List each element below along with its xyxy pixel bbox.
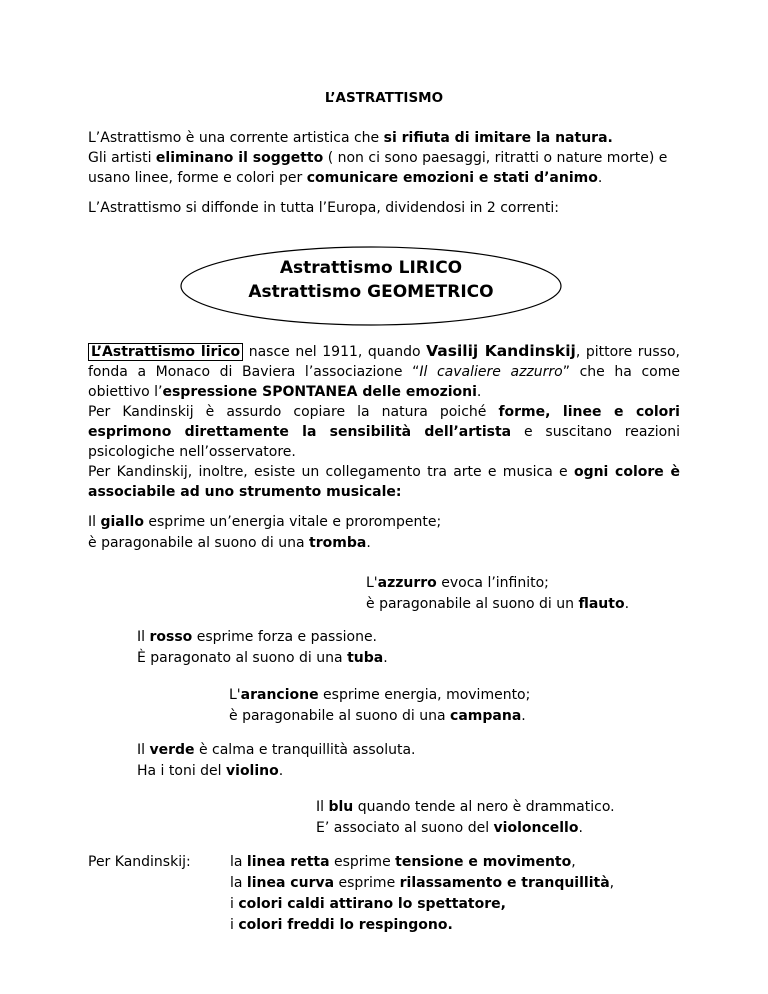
intro-line-1: [88, 128, 680, 148]
color-giallo: [88, 512, 441, 554]
color-rosso: [137, 627, 388, 669]
intro-emphasis: comunicare emozioni e stati d’animo: [306, 170, 598, 186]
list-text: ,: [571, 854, 576, 870]
list-item: [230, 915, 614, 936]
list-text: la: [230, 875, 247, 891]
color-name: giallo: [100, 514, 144, 530]
lirico-text: , pittore russo, fonda a Monaco di Baviera l’associazione “: [88, 344, 681, 380]
color-text: .: [624, 596, 630, 612]
color-azzurro: [366, 573, 629, 615]
color-text: Il: [137, 629, 150, 645]
color-text: Ha i toni del: [137, 763, 227, 779]
color-text: È paragonato al suono di una: [137, 650, 348, 666]
color-text: .: [278, 763, 284, 779]
intro-line-2: [88, 148, 680, 168]
association-name: Il cavaliere azzurro: [419, 364, 563, 380]
color-name: blu: [328, 799, 354, 815]
lirico-text: e suscitano reazioni psicologiche nell’osservatore.: [88, 424, 681, 460]
color-text: .: [521, 708, 526, 724]
list-text: i: [230, 896, 239, 912]
intro-text: Gli artisti: [88, 150, 156, 166]
currents-ellipse: [178, 244, 564, 328]
lirico-emphasis: forme, linee e colori esprimono direttamente la sensibilità dell’artista: [88, 404, 680, 440]
list-emphasis: colori freddi lo respingono.: [238, 917, 453, 933]
color-text: L': [366, 575, 378, 591]
color-text: .: [383, 650, 388, 666]
list-emphasis: linea retta: [246, 854, 330, 870]
page-title: L’ASTRATTISMO: [324, 90, 444, 106]
lirico-text: .: [476, 384, 482, 400]
color-text: Il: [88, 514, 101, 530]
instrument-name: tromba: [309, 535, 367, 551]
lirico-paragraph: [88, 341, 680, 502]
color-name: azzurro: [377, 575, 437, 591]
lirico-emphasis: espressione SPONTANEA delle emozioni: [162, 384, 477, 400]
list-emphasis: rilassamento e tranquillità: [399, 875, 610, 891]
intro-line-3: [88, 168, 680, 188]
color-text: E’ associato al suono del: [316, 820, 494, 836]
list-item: [230, 894, 614, 915]
intro-text: usano linee, forme e colori per: [88, 170, 307, 186]
color-text: Il: [137, 742, 150, 758]
color-name: verde: [149, 742, 195, 758]
color-name: arancione: [240, 687, 319, 703]
intro-emphasis: si rifiuta di imitare la natura.: [383, 130, 613, 146]
color-text: esprime energia, movimento;: [318, 687, 531, 703]
list-text: i: [230, 917, 239, 933]
list-item: [230, 852, 614, 873]
color-text: è paragonabile al suono di una: [229, 708, 451, 724]
instrument-name: flauto: [578, 596, 625, 612]
currents-labels: [178, 256, 564, 304]
current-lirico: Astrattismo LIRICO: [279, 258, 463, 278]
lirico-emphasis: ogni colore è associabile ad uno strumento musicale:: [88, 464, 680, 500]
intro-line-4: L’Astrattismo si diffonde in tutta l’Europa, dividendosi in 2 correnti:: [88, 200, 560, 216]
kandinskij-name: Vasilij Kandinskij: [426, 342, 576, 360]
color-text: esprime forza e passione.: [192, 629, 378, 645]
color-blu: [316, 797, 615, 839]
lirico-text: Per Kandinskij è assurdo copiare la natura poiché: [88, 404, 499, 420]
list-emphasis: linea curva: [246, 875, 335, 891]
list-text: ,: [609, 875, 615, 891]
list-emphasis: tensione e movimento: [395, 854, 572, 870]
lirico-text: nasce nel 1911, quando: [243, 344, 427, 360]
color-text: è paragonabile al suono di una: [88, 535, 310, 551]
instrument-name: violoncello: [493, 820, 579, 836]
intro-text: .: [597, 170, 603, 186]
color-text: quando tende al nero è drammatico.: [353, 799, 615, 815]
instrument-name: campana: [450, 708, 522, 724]
color-verde: [137, 740, 415, 782]
instrument-name: tuba: [347, 650, 384, 666]
lirico-text: ” che ha come obiettivo l’: [88, 364, 680, 400]
color-name: rosso: [149, 629, 193, 645]
list-emphasis: colori caldi attirano lo spettatore,: [238, 896, 506, 912]
lirico-boxed-term: L’Astrattismo lirico: [88, 343, 243, 361]
color-arancione: [229, 685, 530, 727]
color-text: Il: [316, 799, 329, 815]
kandinskij-list: [230, 852, 614, 936]
list-text: esprime: [334, 875, 400, 891]
intro-text: ( non ci sono paesaggi, ritratti o nature morte) e: [323, 150, 668, 166]
current-geometrico: Astrattismo GEOMETRICO: [248, 282, 494, 302]
list-item: [230, 873, 614, 894]
intro-emphasis: eliminano il soggetto: [155, 150, 324, 166]
color-text: esprime un’energia vitale e prorompente;: [143, 514, 442, 530]
color-text: L': [229, 687, 241, 703]
color-text: .: [578, 820, 583, 836]
kandinskij-label: Per Kandinskij:: [88, 854, 191, 870]
color-text: evoca l’infinito;: [436, 575, 549, 591]
color-text: è calma e tranquillità assoluta.: [194, 742, 416, 758]
instrument-name: violino: [226, 763, 279, 779]
lirico-text: Per Kandinskij, inoltre, esiste un collegamento tra arte e musica e: [88, 464, 574, 480]
intro-text: L’Astrattismo è una corrente artistica che: [88, 130, 384, 146]
list-text: la: [230, 854, 247, 870]
list-text: esprime: [329, 854, 396, 870]
color-text: è paragonabile al suono di un: [366, 596, 579, 612]
color-text: .: [366, 535, 371, 551]
